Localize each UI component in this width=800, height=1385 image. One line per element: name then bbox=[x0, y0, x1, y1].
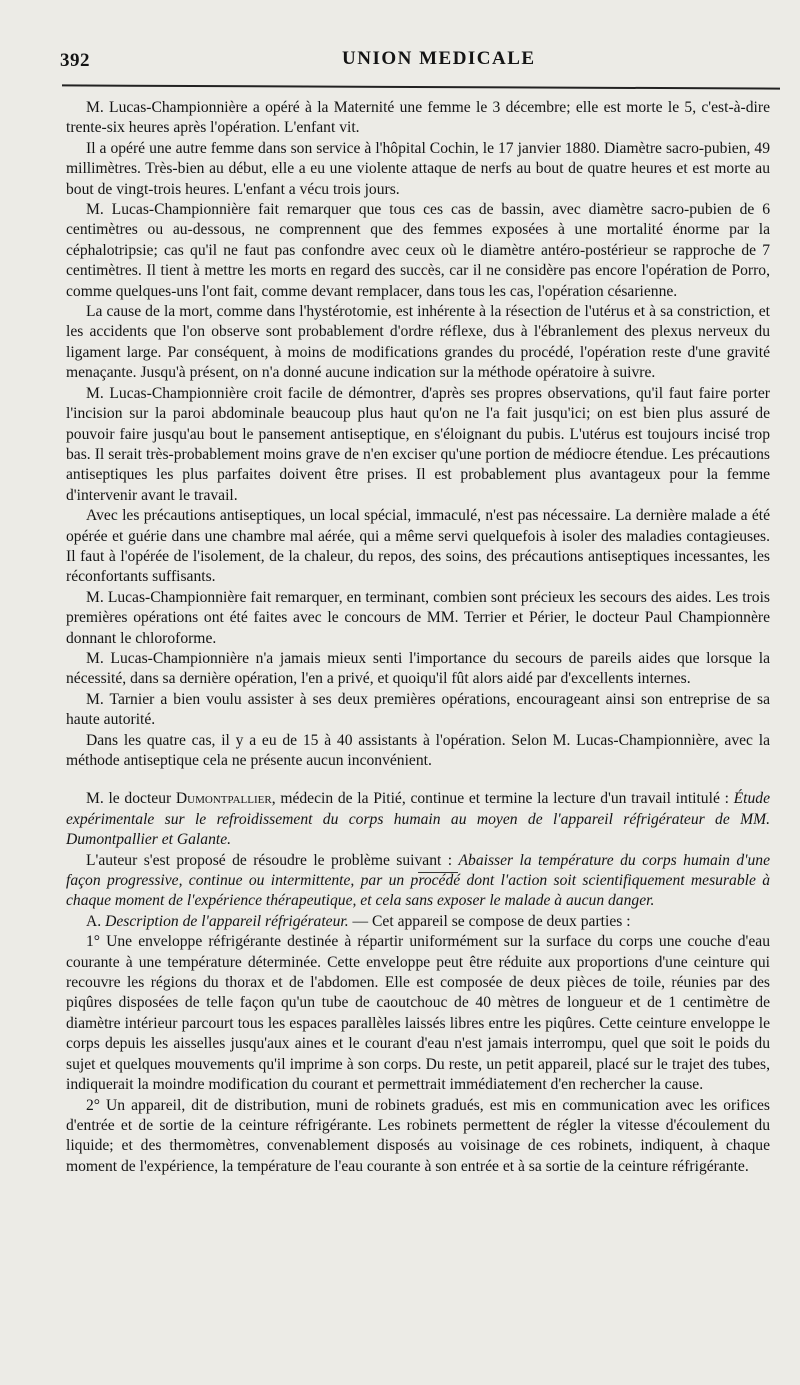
text-run: , médecin de la Pitié, continue et termine la lecture d'un travail intitulé : bbox=[271, 790, 734, 808]
page-number: 392 bbox=[60, 50, 90, 71]
paragraph: M. Tarnier a bien voulu assister à ses deux premières opérations, encourageant ainsi son entreprise de sa haute autorité. bbox=[66, 690, 770, 729]
text-run: L'auteur s'est proposé de résoudre le problème suivant : bbox=[86, 851, 459, 869]
header-rule bbox=[62, 84, 780, 89]
paragraph: Il a opéré une autre femme dans son service à l'hôpital Cochin, le 17 janvier 1880. Diamètre sacro-pubien, 49 millimètres. Très-bien au début, elle a eu une violente attaque de nerfs au bout de quatre heures et est morte au bout de vingt-trois heures. L'enfant a vécu trois jours. bbox=[66, 139, 770, 198]
paragraph: M. Lucas-Championnière a opéré à la Maternité une femme le 3 décembre; elle est morte le 5, c'est-à-dire trente-six heures après l'opération. L'enfant vit. bbox=[66, 99, 770, 137]
problem-statement: Abaisser la température du corps humain d'une façon progressive, continue ou intermittente, par un procédé dont l'action soit scientifiquement mesurable à chaque moment de l'expérience thérapeutique, et cela sans exposer le malade à aucun danger. bbox=[66, 851, 770, 910]
running-title: UNION MEDICALE bbox=[342, 48, 536, 69]
paragraph: M. Lucas-Championnière n'a jamais mieux senti l'importance du secours de pareils aides que lorsque la nécessité, dans sa dernière opération, l'en a privé, et quoiqu'il fût alors aidé par d'excellents internes. bbox=[66, 649, 770, 688]
work-title: Étude expérimentale sur le refroidissement du corps humain au moyen de l'appareil réfrigérateur de MM. Dumontpallier et Galante. bbox=[66, 790, 770, 849]
page-header bbox=[60, 46, 770, 76]
paragraph-item-2: 2° Un appareil, dit de distribution, muni de robinets gradués, est mis en communication avec les orifices d'entrée et de sortie de la ceinture réfrigérante. Les robinets permettent de régler la vitesse d'écoulement du liquide; et des thermomètres, convenablement disposés au voisinage de ces robinets, indiquent, à chaque moment de l'expérience, la température de l'eau courante à son entrée et à sa sortie de la ceinture réfrigérante. bbox=[66, 1096, 770, 1175]
paragraph-section-a bbox=[66, 912, 770, 932]
paragraph: M. Lucas-Championnière fait remarquer, en terminant, combien sont précieux les secours des aides. Les trois premières opérations ont été faites avec le concours de MM. Terrier et Périer, le docteur Paul Championnère donnant le chloroforme. bbox=[66, 588, 770, 647]
author-name: Dumontpallier bbox=[175, 790, 272, 808]
paragraph: M. Lucas-Championnière fait remarquer que tous ces cas de bassin, avec diamètre sacro-pubien de 6 centimètres ou au-dessous, ne comprennent que des femmes exposées à une mortalité énorme par la céphalotripsie; cas qu'il ne faut pas confondre avec ceux où le diamètre antéro-postérieur se rapproche de 7 centimètres. Il tient à mettre les morts en regard des succès, car il ne considère pas encore l'opération de Porro, comme quelques-uns l'ont fait, comme devant remplacer, dans tous les cas, l'opération césarienne. bbox=[66, 201, 770, 300]
section-letter: A. bbox=[86, 912, 106, 930]
paragraph-dumontpallier-intro bbox=[66, 789, 770, 850]
paragraph-problem bbox=[66, 851, 770, 912]
paragraph: La cause de la mort, comme dans l'hystérotomie, est inhérente à la résection de l'utérus et à sa constriction, et les accidents que l'on observe sont probablement d'ordre réflexe, dus à l'ébranlement des plexus nerveux du ligament large. Par conséquent, à moins de modifications grandes du procédé, l'opération reste d'une gravité menaçante. Jusqu'à présent, on n'a donné aucune indication sur la méthode opératoire à suivre. bbox=[66, 303, 770, 382]
paragraph-item-1: 1° Une enveloppe réfrigérante destinée à répartir uniformément sur la surface du corps une couche d'eau courante à une température déterminée. Cette enveloppe peut être réduite aux proportions d'une ceinture qui recouvre les régions du thorax et de l'abdomen. Elle est composée de deux pièces de toile, réunies par des piqûres disposées de telle façon qu'un tube de caoutchouc de 40 mètres de longueur et de 1 centimètre de diamètre intérieur parcourt tous les espaces parallèles laissés libres entre les piqûres. Cette ceinture enveloppe le corps depuis les aisselles jusqu'aux aines et le courant d'eau n'est jamais interrompu, quel que soit le poids du sujet et quelques mouvements qu'il imprime à son corps. Du reste, un petit appareil, placé sur le trajet des tubes, indiquerait la moindre modification du courant et permettrait immédiatement d'en rechercher la cause. bbox=[66, 933, 770, 1094]
section-separator bbox=[418, 872, 458, 873]
paragraph: M. Lucas-Championnière croit facile de démontrer, d'après ses propres observations, qu'il faut faire porter l'incision sur la paroi abdominale beaucoup plus haut qu'on ne l'a fait jusqu'ici; on est bien plus assuré de pouvoir faire jusqu'au bout le pansement antiseptique, en s'éloignant du pubis. L'utérus est toujours incisé trop bas. Il serait très-probablement moins grave de n'en exciser qu'une portion de médiocre étendue. Les précautions antiseptiques les plus parfaites doivent être prises. Il est probablement plus avantageux pour la femme d'intervenir avant le travail. bbox=[66, 384, 770, 504]
body-text bbox=[66, 98, 770, 1177]
paragraph: Avec les précautions antiseptiques, un local spécial, immaculé, n'est pas nécessaire. La dernière malade a été opérée et guérie dans une chambre mal aérée, qui a même servi quelquefois à isoler des maladies contagieuses. Il faut à l'opérée de l'isolement, de la chaleur, du repos, des soins, des précautions antiseptiques incessantes, les réconfortants suffisants. bbox=[66, 507, 770, 586]
text-run: M. le docteur bbox=[86, 790, 176, 808]
section-heading: Description de l'appareil réfrigérateur. bbox=[105, 912, 349, 930]
paragraph: Dans les quatre cas, il y a eu de 15 à 40 assistants à l'opération. Selon M. Lucas-Championnière, avec la méthode antiseptique cela ne présente aucun inconvénient. bbox=[66, 731, 770, 769]
text-run: — Cet appareil se compose de deux parties : bbox=[348, 912, 631, 930]
